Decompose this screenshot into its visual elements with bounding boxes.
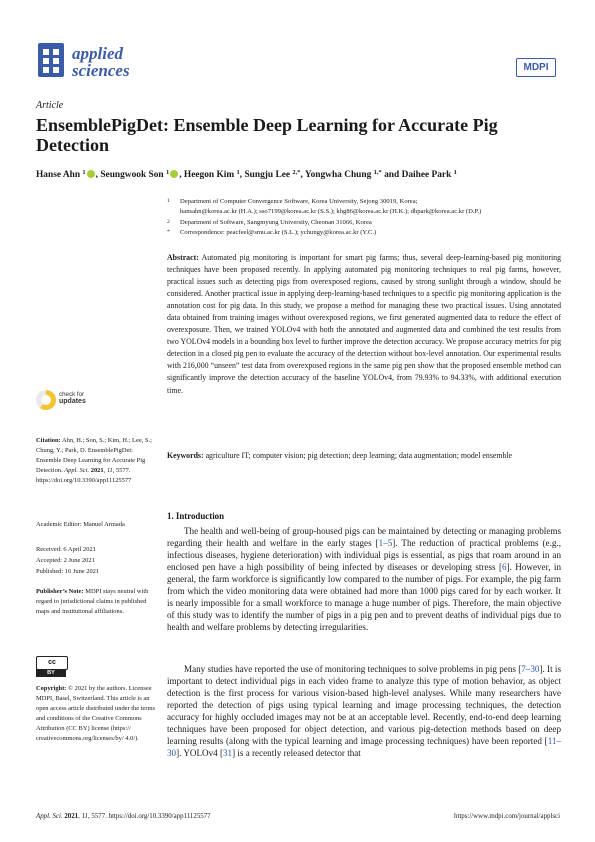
author-sup: 1 xyxy=(236,169,240,176)
copyright xyxy=(36,684,156,744)
abstract-text: Automated pig monitoring is important for smart pig farms; thus, several deep-learning-based pig monitoring techniques have been proposed recently. In applying automated pig monitoring techniques to real pig farms, however, practical issues such as detecting pigs from overexposed regions, caused by strong sunlight through a window, should be considered. Another practical issue in applying deep-learning-based techniques to a specific pig monitoring application is the annotation cost for pig data. In this study, we propose a method for managing these two practical issues. Using annotated data obtained from training images without overexposed regions, we first generated augmented data to reduce the effect of overexposure. Then, we trained YOLOv4 with both the annotated and augmented data and combined the test results from two YOLOv4 models in a bounding box level to further improve the detection accuracy. We propose accuracy metrics for pig detection in a closed pig pen to evaluate the accuracy of the detection without box-level annotation. Our experimental results with 216,000 “unseen” test data from overexposed regions in the same pig pen show that the proposed ensemble method can significantly improve the detection accuracy of the baseline YOLOv4, from 79.93% to 94.33%, with additional execution time. xyxy=(167,253,562,395)
para-text: ]. It is important to detect individual pigs in each video frame to analyze this type of motion behavior, as object detection is the first process for various vision-based high-level analyses. While many researchers have reported the detection of pigs using typical learning and image processing techniques, the detection accuracy for highly occluded images may not be at an acceptable level. Recently, end-to-end deep learning techniques have been proposed for object detection, and various pig-detection methods based on deep learning results (along with the typical learning and image processing techniques) have been reported [ xyxy=(167,664,561,747)
copyright-text: © 2021 by the authors. Licensee MDPI, Basel, Switzerland. This article is an open access article distributed under the terms and conditions of the Creative Commons Attribution (CC BY) license (https:// creativecommons.org/licenses/by/ 4.0/). xyxy=(36,685,156,743)
affiliation-line: Department of Computer Convergence Software, Korea University, Sejong 30019, Korea; xyxy=(180,198,418,205)
journal-name-line2: sciences xyxy=(72,61,130,80)
publisher-note-text: MDPI stays neutral with regard to jurisdictional claims in published maps and institutional affiliations. xyxy=(36,588,149,616)
affiliation-line: Department of Software, Sangmyung University, Cheonan 31066, Korea xyxy=(180,218,372,226)
affiliations xyxy=(167,197,567,238)
keywords-label: Keywords: xyxy=(167,451,204,460)
check-line1: check for xyxy=(59,391,85,398)
article-type: Article xyxy=(36,100,64,111)
abstract-label: Abstract: xyxy=(167,253,199,262)
citation-link[interactable]: 31 xyxy=(222,748,233,759)
para-text: The health and well-being of group-housed pigs can be maintained by detecting or managing problems regarding their health and welfare in the early stages [ xyxy=(167,526,561,549)
citation-link[interactable]: 6 xyxy=(502,562,507,573)
author-name[interactable]: Heegon Kim xyxy=(183,170,235,180)
keywords-text: agriculture IT; computer vision; pig detection; deep learning; data augmentation; model ensemble xyxy=(205,451,513,460)
intro-paragraph-1 xyxy=(167,525,561,633)
author-list: Hanse Ahn $^1$ , Seungwook Son $^1$ , Heegon Kim $^1$, Sungju Lee $^{2,*}$, Yongwha Chung $^{1,*}$ and Daihee Park $^1$ xyxy=(36,169,457,180)
para-text: ] is a recently released detector that xyxy=(232,748,361,759)
publisher-note-label: Publisher’s Note: xyxy=(36,588,84,595)
author-sup: 1 xyxy=(165,169,170,176)
footer-year: 2021 xyxy=(64,813,79,820)
received-date: Received: 6 April 2021 xyxy=(36,546,96,553)
cc-license-icon[interactable]: cc xyxy=(36,656,68,670)
journal-name xyxy=(72,45,130,79)
journal-name-line1: applied xyxy=(72,44,123,63)
author-sup: 1 xyxy=(82,169,86,176)
affiliation-1 xyxy=(167,197,567,218)
affiliation-emails[interactable]: hansahn@korea.ac.kr (H.A.); sso7199@korea.ac.kr (S.S.); khg86@korea.ac.kr (H.K.); dhpark@korea.ac.kr (D.P.) xyxy=(180,208,482,216)
citation-link[interactable]: 1–5 xyxy=(378,538,393,549)
academic-editor: Academic Editor: Manuel Armada xyxy=(36,521,125,528)
check-for-updates[interactable] xyxy=(36,386,156,426)
affiliation-number: 1 xyxy=(167,198,170,204)
publisher-note xyxy=(36,587,156,617)
check-updates-icon xyxy=(36,390,56,410)
footer-doi[interactable]: , 5577. https://doi.org/10.3390/app11125577 xyxy=(87,813,211,820)
orcid-icon[interactable] xyxy=(87,170,95,178)
footer-citation: Appl. Sci. 2021, 11, 5577. https://doi.org/10.3390/app11125577 xyxy=(36,813,211,820)
check-line2: updates xyxy=(59,398,86,405)
footer-journal: Appl. Sci. xyxy=(36,813,63,820)
author-sup: 1,* xyxy=(373,169,382,176)
footer-journal-url[interactable]: https://www.mdpi.com/journal/applsci xyxy=(454,813,560,820)
applied-sciences-logo-icon xyxy=(36,41,66,79)
para-text: Many studies have reported the use of monitoring techniques to solve problems in pig pens [ xyxy=(184,664,522,674)
section-heading: 1. Introduction xyxy=(167,511,225,521)
para-text: ]. The reduction of practical problems (e.g., infectious diseases, hygiene deterioration) with individual pigs is essential, as pigs that roam around in an enclosed pen have a high possibility of being infected by diseases or developing stress [ xyxy=(167,538,561,573)
citation-text: Ahn, H.; Son, S.; Kim, H.; Lee, S.; Chung, Y.; Park, D. EnsemblePigDet: Ensemble Deep Learning for Accurate Pig Detection. xyxy=(36,437,152,475)
footer-volume: 11 xyxy=(81,813,88,820)
cc-by-icon: BY xyxy=(36,669,66,677)
citation-doi[interactable]: , 5577. https://doi.org/10.3390/app11125577 xyxy=(36,467,132,485)
author-sup: 2,* xyxy=(292,169,301,176)
citation-journal: Appl. Sci. xyxy=(64,467,90,475)
accepted-date: Accepted: 2 June 2021 xyxy=(36,557,95,564)
citation-year: 2021 xyxy=(90,467,104,475)
affiliation-2 xyxy=(167,218,567,228)
author-name[interactable]: Hanse Ahn xyxy=(36,170,81,180)
copyright-label: Copyright: xyxy=(36,685,67,692)
author-name[interactable]: Yongwha Chung xyxy=(304,170,372,180)
author-name[interactable]: Seungwook Son xyxy=(100,170,164,180)
abstract xyxy=(167,252,561,397)
keywords xyxy=(167,450,561,462)
citation: Citation: Ahn, H.; Son, S.; Kim, H.; Lee, S.; Chung, Y.; Park, D. EnsemblePigDet: Ensemble Deep Learning for Accurate Pig Detection. Appl. Sci. 2021, 11, 5577. https://doi.org/10.3390/app11125577 xyxy=(36,437,152,485)
citation-volume: 11 xyxy=(106,467,113,475)
published-date: Published: 16 June 2021 xyxy=(36,568,100,575)
affiliation-number: 2 xyxy=(167,218,170,225)
article-title: EnsemblePigDet: Ensemble Deep Learning for Accurate Pig Detection xyxy=(36,115,498,155)
para-text: ]. However, in general, the farm workforce is significantly low compared to the number of pigs. For example, the pig farm from which the video monitoring data were obtained had more than 1000 pigs cared for by each worker. It is nearly impossible for a small workforce to manage a huge number of pigs. Therefore, the main objective of this study was to identify the number of pigs in a pig pen and to prevent deaths of individual pigs due to health and welfare problems by detecting irregularities. xyxy=(167,562,561,633)
check-updates-text xyxy=(59,391,86,405)
intro-paragraph-2 xyxy=(167,663,561,759)
author-name[interactable]: Daihee Park xyxy=(401,170,452,180)
orcid-icon[interactable] xyxy=(170,170,178,178)
author-name[interactable]: Sungju Lee xyxy=(244,170,291,180)
mdpi-logo: MDPI xyxy=(516,58,556,77)
correspondence xyxy=(167,228,567,238)
citation-label: Citation: xyxy=(36,437,61,444)
author-sup: 1 xyxy=(453,169,457,176)
citation-link[interactable]: 7–30 xyxy=(521,664,540,674)
correspondence-line[interactable]: Correspondence: peacfeel@smu.ac.kr (S.L.); ychungy@korea.ac.kr (Y.C.) xyxy=(180,228,377,236)
citation-link[interactable]: 11–30 xyxy=(167,736,561,759)
para-text: ]. YOLOv4 [ xyxy=(176,748,223,759)
affiliation-number: * xyxy=(167,228,170,235)
